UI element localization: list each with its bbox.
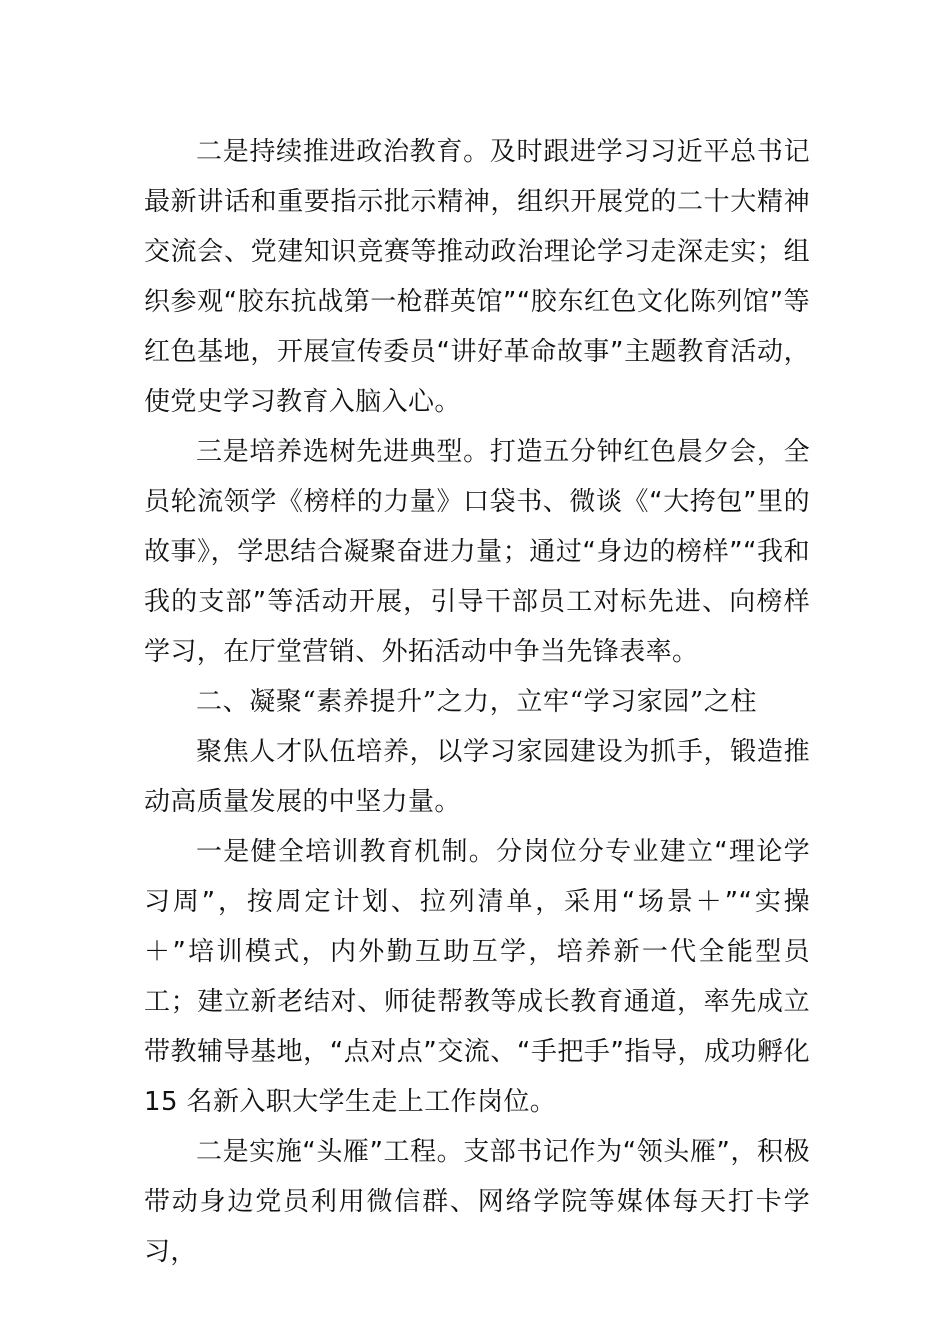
section-heading: 二、凝聚“素养提升”之力，立牢“学习家园”之柱 bbox=[196, 687, 757, 717]
paragraph-talent-training: 聚焦人才队伍培养，以学习家园建设为抓手，锻造推动高质量发展的中坚力量。 bbox=[144, 737, 810, 817]
paragraph-advanced-models: 三是培养选树先进典型。打造五分钟红色晨夕会，全员轮流领学《榜样的力量》口袋书、微谈《“大挎包”里的故事》，学思结合凝聚奋进力量；通过“身边的榜样”“我和我的支部”等活动开展，引导干部员工对标先进、向榜样学习，在厅堂营销、外拓活动中争当先锋表率。 bbox=[144, 437, 810, 667]
paragraph-training-mechanism: 一是健全培训教育机制。分岗位分专业建立“理论学习周”，按周定计划、拉列清单，采用“场景＋”“实操＋”培训模式，内外勤互助互学，培养新一代全能型员工；建立新老结对、师徒帮教等成长教育通道，率先成立带教辅导基地，“点对点”交流、“手把手”指导，成功孵化 15 名新入职大学生走上工作岗位。 bbox=[144, 837, 810, 1117]
paragraph-lead-goose-project: 二是实施“头雁”工程。支部书记作为“领头雁”，积极带动身边党员利用微信群、网络学院等媒体每天打卡学习， bbox=[144, 1137, 810, 1267]
document-body bbox=[144, 127, 810, 1277]
paragraph-political-education: 二是持续推进政治教育。及时跟进学习习近平总书记最新讲话和重要指示批示精神，组织开展党的二十大精神交流会、党建知识竞赛等推动政治理论学习走深走实；组织参观“胶东抗战第一枪群英馆”“胶东红色文化陈列馆”等红色基地，开展宣传委员“讲好革命故事”主题教育活动，使党史学习教育入脑入心。 bbox=[144, 137, 810, 417]
